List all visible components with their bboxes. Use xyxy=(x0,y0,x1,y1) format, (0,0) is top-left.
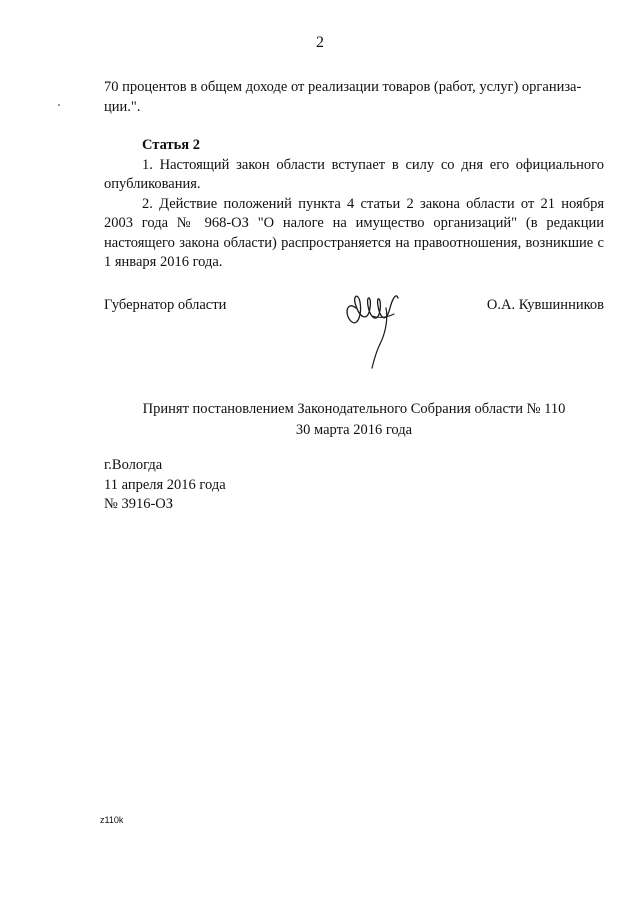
signer-name: О.А. Кувшинников xyxy=(486,297,604,313)
city: г.Вологда xyxy=(104,457,163,473)
continuation-line-2: ции.". xyxy=(104,98,141,115)
adoption-line-1: Принят постановлением Законодательного Собрания области № 110 xyxy=(142,401,566,417)
law-date: 11 апреля 2016 года xyxy=(104,476,226,493)
footer-code: z110k xyxy=(100,815,124,825)
scan-mark xyxy=(58,104,60,106)
handwritten-signature xyxy=(342,278,404,370)
page-number: 2 xyxy=(316,34,324,51)
continuation-line-1: 70 процентов в общем доходе от реализации товаров (работ, услуг) организа- xyxy=(104,79,582,95)
adoption-line-2: 30 марта 2016 года xyxy=(295,422,413,438)
adoption-note xyxy=(104,399,604,441)
article-item-1: 1. Настоящий закон области вступает в силу со дня его официального опубликования. xyxy=(104,156,604,192)
document-body xyxy=(104,78,604,273)
article-title: Статья 2 xyxy=(142,137,200,153)
article-item-2: 2. Действие положений пункта 4 статьи 2 закона области от 21 ноября 2003 года № 968-ОЗ "О налоге на имущество организаций" (в редакции настоящего закона области) распространяется на правоотношения, возникшие с 1 января 2016 года. xyxy=(104,195,604,270)
law-number: № 3916-ОЗ xyxy=(104,496,174,512)
place-date-block xyxy=(104,456,226,515)
signer-position: Губернатор области xyxy=(104,297,227,313)
